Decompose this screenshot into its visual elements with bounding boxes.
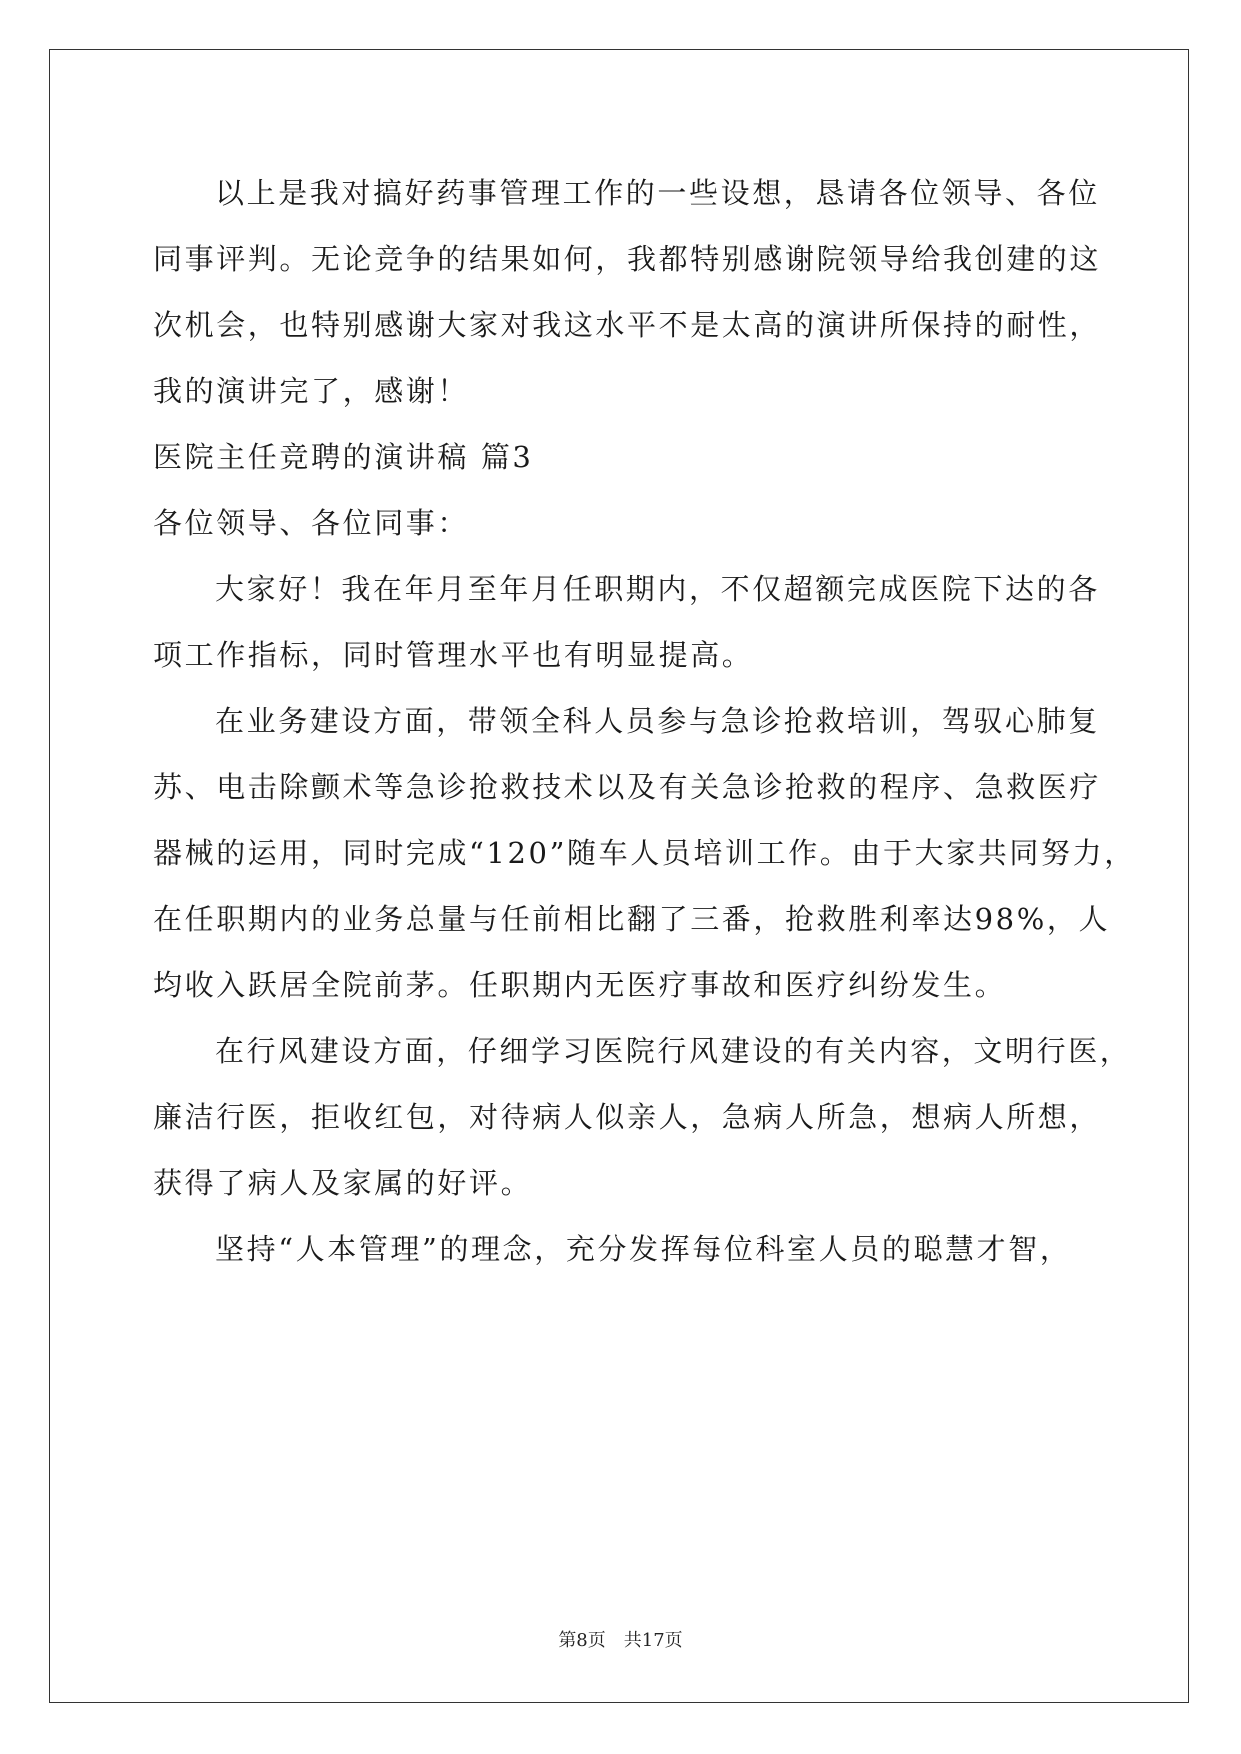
paragraph-line: 坚持“人本管理”的理念，充分发挥每位科室人员的聪慧才智，	[215, 1232, 1072, 1266]
paragraph-line: 在行风建设方面，仔细学习医院行风建设的有关内容，文明行医，	[215, 1034, 1132, 1068]
paragraph-line: 获得了病人及家属的好评。	[153, 1166, 533, 1200]
paragraph-line: 在任职期内的业务总量与任前相比翻了三番，抢救胜利率达98%，人	[153, 902, 1111, 936]
paragraph-line: 均收入跃居全院前茅。任职期内无医疗事故和医疗纠纷发生。	[153, 968, 1007, 1002]
paragraph-line: 我的演讲完了，感谢！	[153, 374, 470, 408]
paragraph-line: 以上是我对搞好药事管理工作的一些设想，恳请各位领导、各位	[215, 176, 1100, 210]
paragraph-line: 苏、电击除颤术等急诊抢救技术以及有关急诊抢救的程序、急救医疗	[153, 770, 1102, 804]
paragraph-line: 项工作指标，同时管理水平也有明显提高。	[153, 638, 754, 672]
paragraph-line: 在业务建设方面，带领全科人员参与急诊抢救培训，驾驭心肺复	[215, 704, 1100, 738]
page-number: 第8页 共17页	[558, 1630, 683, 1651]
document-body	[153, 160, 1136, 1282]
paragraph-line: 廉洁行医，拒收红包，对待病人似亲人，急病人所急，想病人所想，	[153, 1100, 1102, 1134]
paragraph-line: 同事评判。无论竞争的结果如何，我都特别感谢院领导给我创建的这	[153, 242, 1102, 276]
section-heading: 医院主任竞聘的演讲稿 篇3	[153, 440, 534, 474]
paragraph-line: 大家好！我在年月至年月任职期内，不仅超额完成医院下达的各	[215, 572, 1100, 606]
salutation: 各位领导、各位同事：	[153, 506, 470, 540]
paragraph-line: 次机会，也特别感谢大家对我这水平不是太高的演讲所保持的耐性，	[153, 308, 1102, 342]
paragraph-line: 器械的运用，同时完成“120”随车人员培训工作。由于大家共同努力，	[153, 836, 1136, 870]
